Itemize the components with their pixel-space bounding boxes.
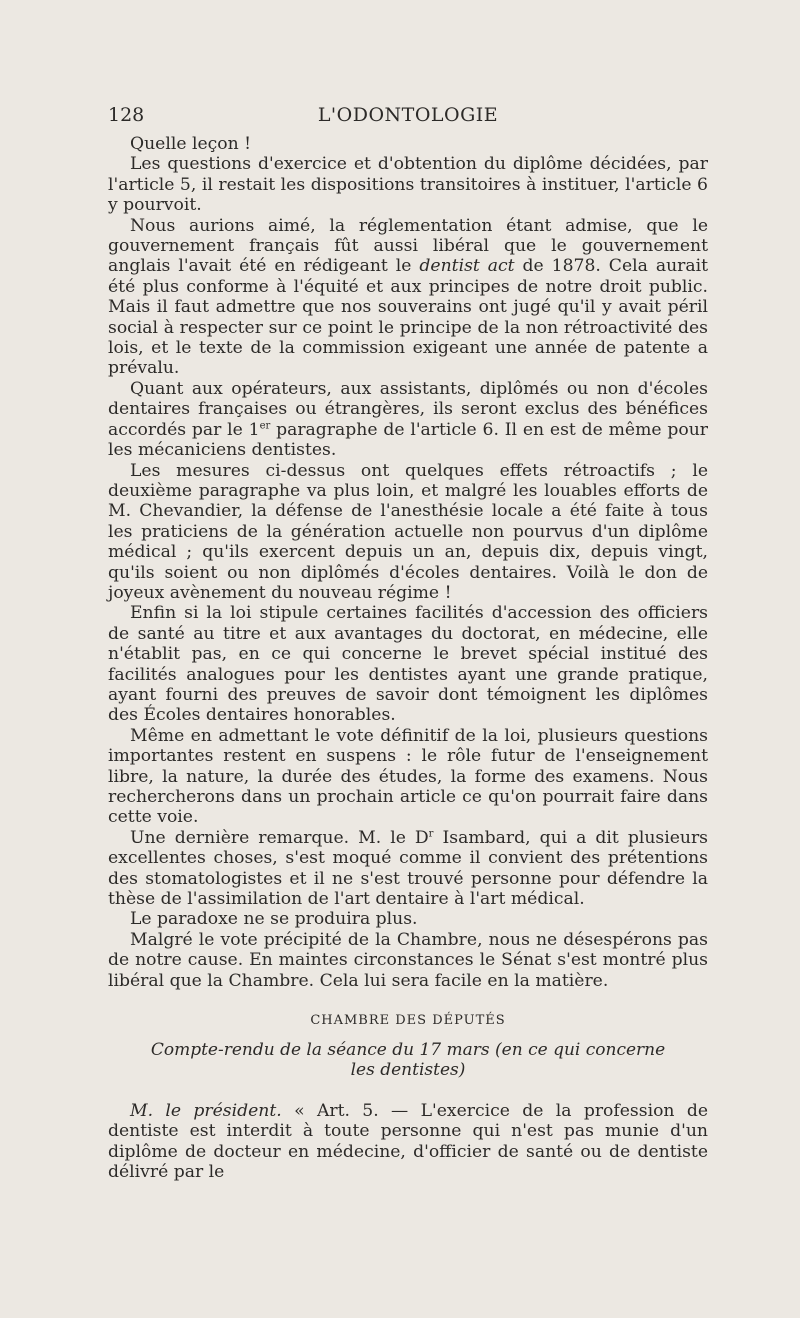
paragraph-2: Les questions d'exercice et d'obtention du diplôme décidées, par l'article 5, il restait les dispositions transitoires à instituer, l'article 6 y pourvoit.	[108, 154, 708, 216]
speaker-label: M. le président.	[130, 1100, 282, 1121]
dentist-act-italic: dentist act	[419, 256, 515, 277]
section-subheading: Compte-rendu de la séance du 17 mars (en ce qui concerne les dentistes)	[150, 1040, 666, 1081]
paragraph-6: Enfin si la loi stipule certaines facilités d'accession des officiers de santé au titre et aux avantages du doctorat, en médecine, elle n'établit pas, en ce qui concerne le brevet spécial institué des facilités analogues pour les dentistes ayant une grande pratique, ayant fourni des preuves de savoir dont témoignent les diplômes des Écoles dentaires honorables.	[108, 603, 708, 726]
paragraph-3-text-b: de 1878. Cela aurait été plus conforme à l'équité et aux principes de notre droit public. Mais il faut admettre que nos souverains ont jugé qu'il y avait péril social à respecter sur ce point le principe de la non rétroactivité des lois, et le texte de la commission exigeant une année de patente a prévalu.	[108, 256, 709, 379]
paragraph-5: Les mesures ci-dessus ont quelques effets rétroactifs ; le deuxième paragraphe va plus loin, et malgré les louables efforts de M. Chevandier, la défense de l'anesthésie locale a été faite à tous les praticiens de la génération actuelle non pourvus d'un diplôme médical ; qu'ils exercent depuis un an, depuis dix, depuis vingt, qu'ils soient ou non diplômés d'écoles dentaires. Voilà le don de joyeux avènement du nouveau régime !	[108, 460, 708, 603]
paragraph-9: Le paradoxe ne se produira plus.	[130, 909, 418, 930]
running-header	[108, 104, 708, 126]
paragraph-7: Même en admettant le vote définitif de la loi, plusieurs questions importantes restent en suspens : le rôle futur de l'enseignement libre, la nature, la durée des études, la forme des examens. Nous rechercherons dans un prochain article ce qu'on pourrait faire dans cette voie.	[108, 725, 708, 828]
section-heading: CHAMBRE DES DÉPUTÉS	[310, 1013, 506, 1029]
paragraph-1: Quelle leçon !	[130, 134, 252, 154]
paragraph-4-superscript: er	[259, 419, 271, 431]
paragraph-8	[108, 828, 708, 910]
paragraph-4-text-a: Quant aux opérateurs, aux assistants, diplômés ou non d'écoles dentaires françaises ou étrangères, ils seront exclus des bénéfices accordés par le 1	[108, 378, 708, 440]
paragraph-8-superscript: r	[428, 828, 434, 840]
paragraph-3	[108, 216, 708, 379]
paragraph-8-text-a: Une dernière remarque. M. le D	[130, 827, 429, 848]
paragraph-3-text-a: Nous aurions aimé, la réglementation étant admise, que le gouvernement français fût aussi libéral que le gouvernement anglais l'avait été en rédigeant le	[108, 215, 708, 277]
journal-title: L'ODONTOLOGIE	[317, 104, 499, 126]
paragraph-8-text-b: Isambard, qui a dit plusieurs excellentes choses, s'est moqué comme il convient des prétentions des stomatologistes et il ne s'est trouvé personne pour défendre la thèse de l'assimilation de l'art dentaire à l'art médical.	[108, 827, 708, 910]
paragraph-4-text-b: paragraphe de l'article 6. Il en est de même pour les mécaniciens dentistes.	[108, 419, 708, 461]
paragraph-10: Malgré le vote précipité de la Chambre, nous ne désespérons pas de notre cause. En maintes circonstances le Sénat s'est montré plus libéral que la Chambre. Cela lui sera facile en la matière.	[108, 929, 708, 991]
paragraph-11-text: « Art. 5. — L'exercice de la profession de dentiste est interdit à toute personne qui n'est pas munie d'un diplôme de docteur en médecine, d'officier de santé ou de dentiste délivré par le	[108, 1100, 709, 1183]
paragraph-4	[108, 379, 708, 461]
paragraph-11	[108, 1101, 708, 1183]
page-number: 128	[108, 104, 145, 126]
